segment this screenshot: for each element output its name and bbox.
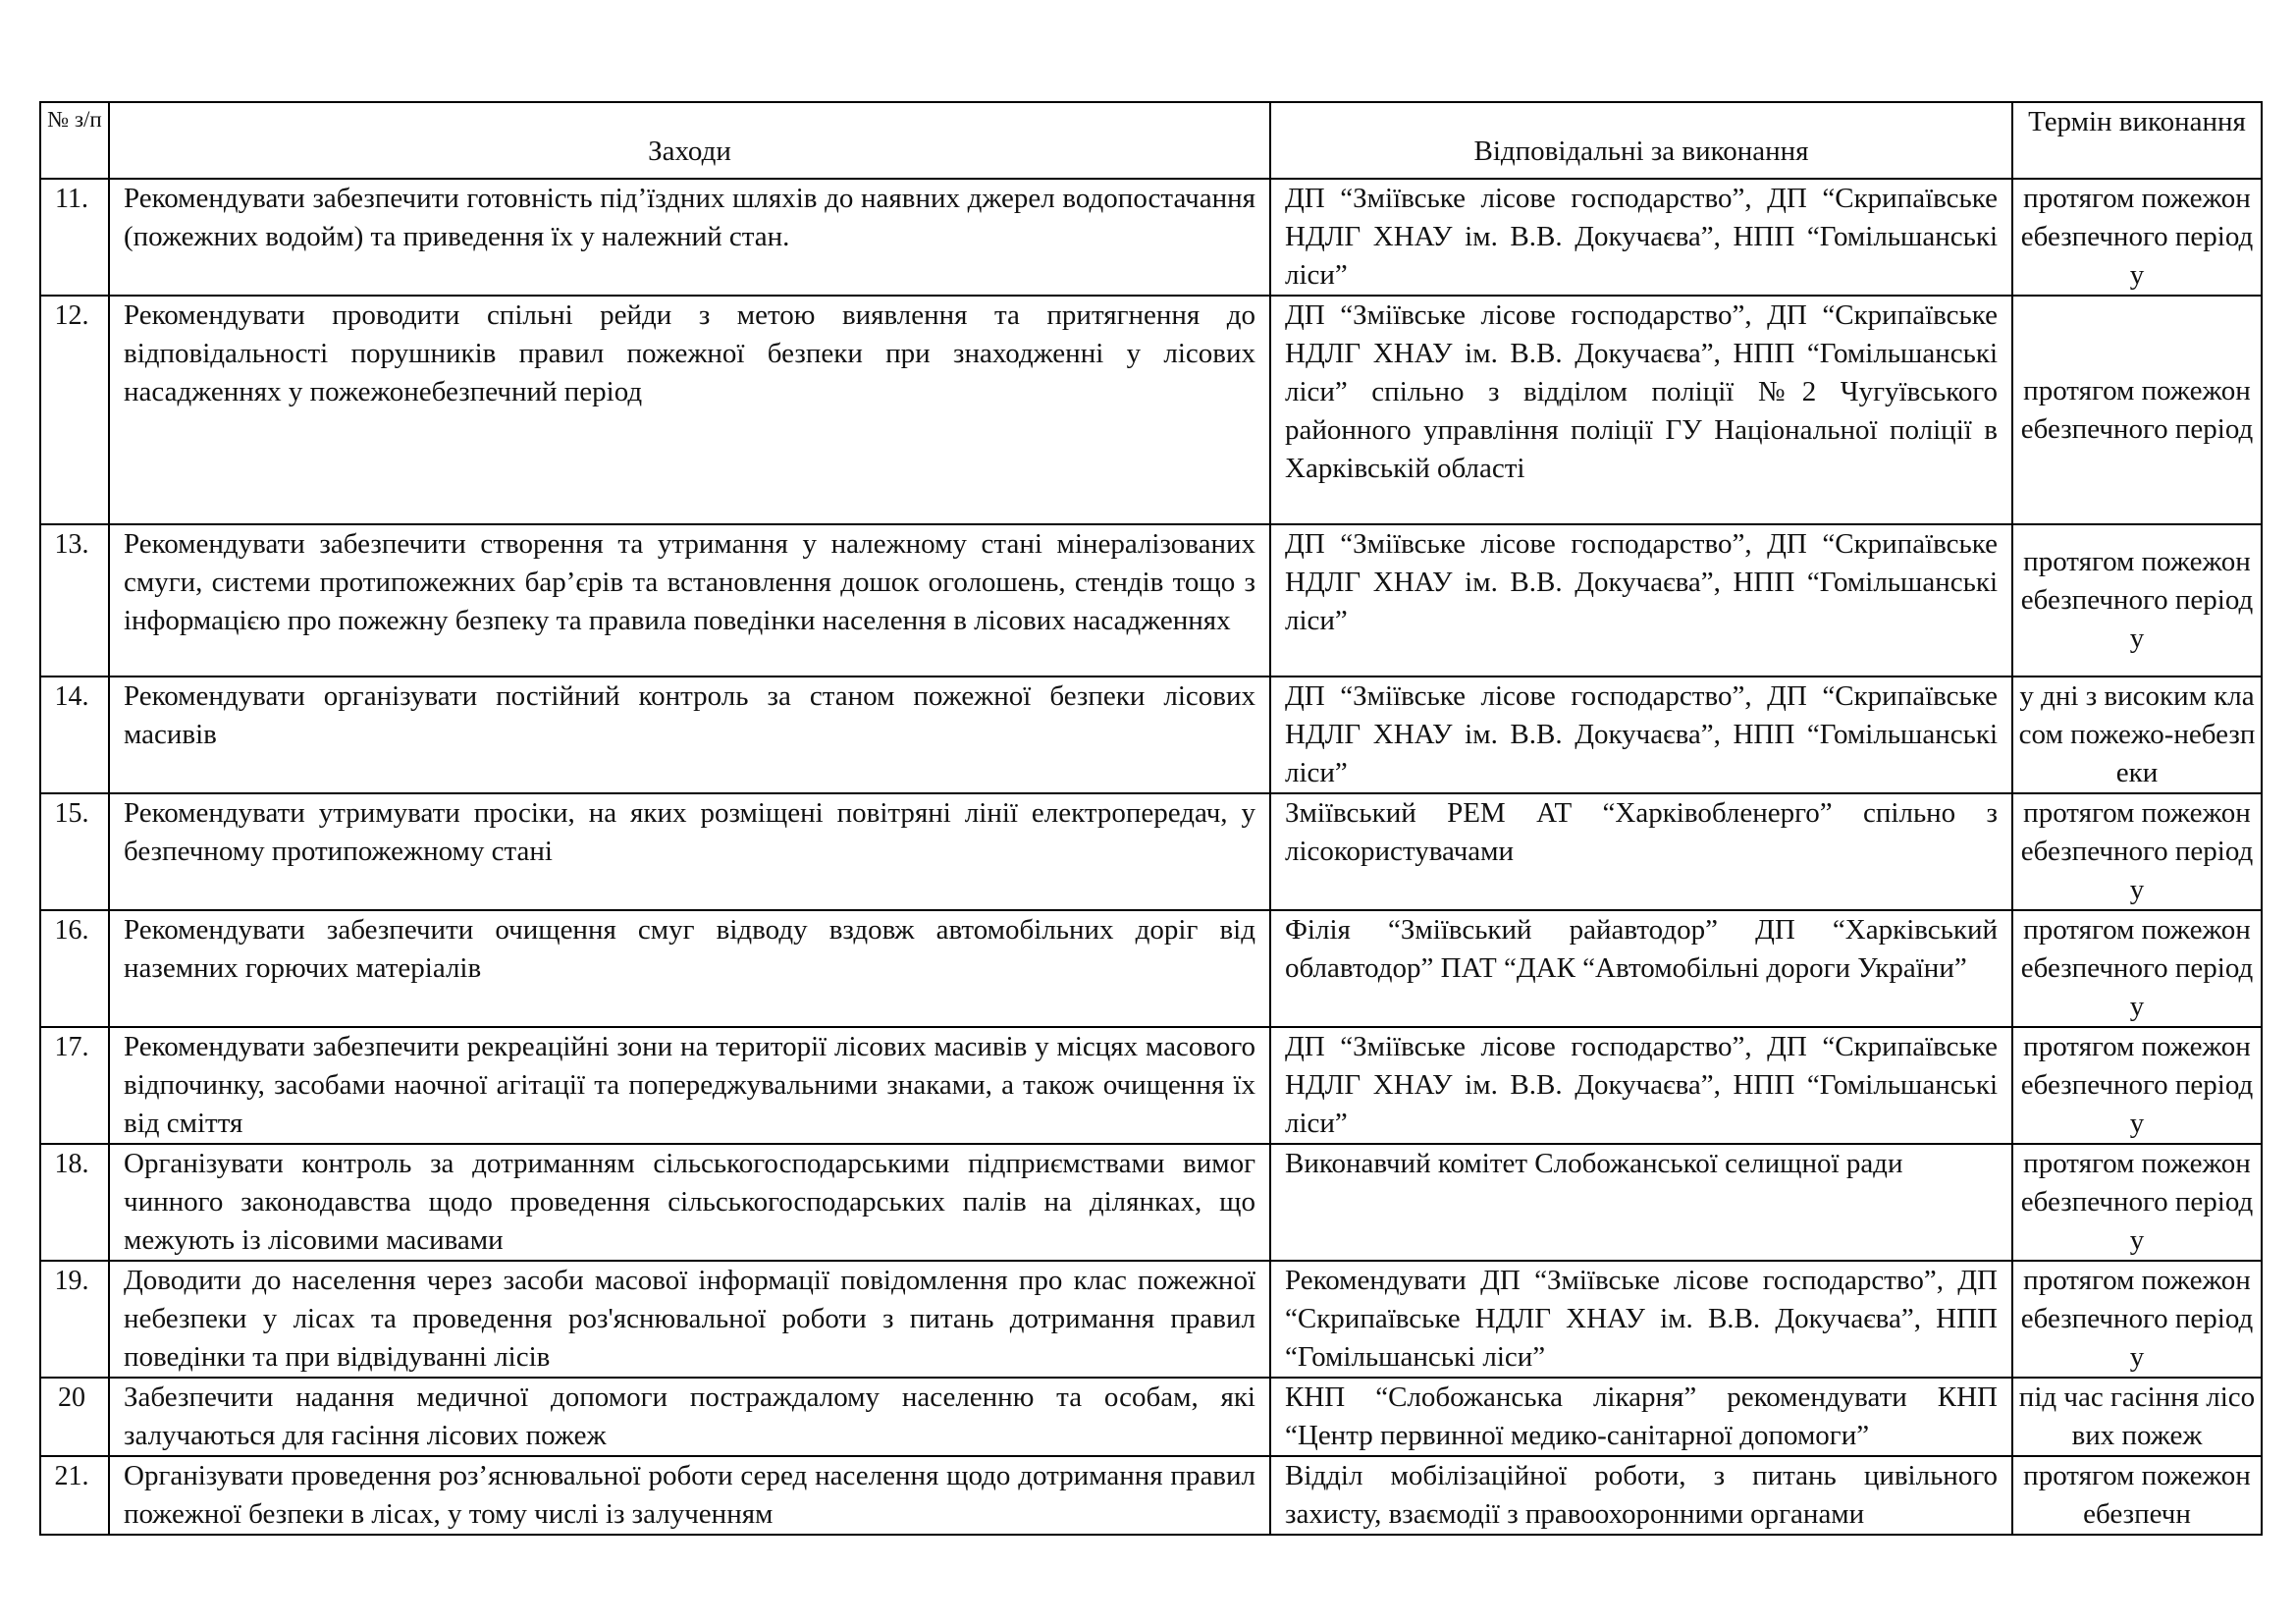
row-deadline: протягом пожежонебезпечного періоду bbox=[2012, 793, 2262, 910]
row-number: 17. bbox=[40, 1027, 109, 1144]
table-row bbox=[40, 793, 2262, 910]
row-number: 15. bbox=[40, 793, 109, 910]
header-number: № з/п bbox=[40, 102, 109, 179]
row-deadline: під час гасіння лісових пожеж bbox=[2012, 1378, 2262, 1456]
row-responsible: ДП “Зміївське лісове господарство”, ДП “Скрипаївське НДЛГ ХНАУ ім. В.В. Докучаєва”, НПП “Гомільшанські ліси” bbox=[1270, 524, 2012, 677]
row-measure: Рекомендувати забезпечити очищення смуг відводу вздовж автомобільних доріг від наземних горючих матеріалів bbox=[109, 910, 1270, 1027]
table-row bbox=[40, 677, 2262, 793]
row-deadline: протягом пожежонебезпечного періоду bbox=[2012, 1027, 2262, 1144]
header-measures: Заходи bbox=[109, 102, 1270, 179]
row-number: 20 bbox=[40, 1378, 109, 1456]
row-responsible: ДП “Зміївське лісове господарство”, ДП “Скрипаївське НДЛГ ХНАУ ім. В.В. Докучаєва”, НПП “Гомільшанські ліси” bbox=[1270, 677, 2012, 793]
table-header-row bbox=[40, 102, 2262, 179]
table-row bbox=[40, 1378, 2262, 1456]
header-deadline: Термін виконання bbox=[2012, 102, 2262, 179]
row-number: 12. bbox=[40, 296, 109, 524]
row-number: 18. bbox=[40, 1144, 109, 1261]
table-row bbox=[40, 179, 2262, 296]
row-responsible: Філія “Зміївський райавтодор” ДП “Харківський облавтодор” ПАТ “ДАК “Автомобільні дороги України” bbox=[1270, 910, 2012, 1027]
row-responsible: КНП “Слобожанська лікарня” рекомендувати КНП “Центр первинної медико-санітарної допомоги” bbox=[1270, 1378, 2012, 1456]
row-number: 13. bbox=[40, 524, 109, 677]
row-measure: Рекомендувати утримувати просіки, на яких розміщені повітряні лінії електропередач, у безпечному протипожежному стані bbox=[109, 793, 1270, 910]
row-number: 16. bbox=[40, 910, 109, 1027]
table-row bbox=[40, 524, 2262, 677]
row-number: 14. bbox=[40, 677, 109, 793]
row-measure: Доводити до населення через засоби масової інформації повідомлення про клас пожежної небезпеки у лісах та проведення роз'яснювальної роботи з питань дотримання правил поведінки та при відвідуванні лісів bbox=[109, 1261, 1270, 1378]
row-deadline: протягом пожежонебезпечного періоду bbox=[2012, 910, 2262, 1027]
table-row bbox=[40, 1027, 2262, 1144]
table-row bbox=[40, 1261, 2262, 1378]
row-deadline: протягом пожежонебезпечного періоду bbox=[2012, 179, 2262, 296]
table-row bbox=[40, 910, 2262, 1027]
table-row bbox=[40, 1144, 2262, 1261]
row-responsible: Виконавчий комітет Слобожанської селищної ради bbox=[1270, 1144, 2012, 1261]
row-number: 11. bbox=[40, 179, 109, 296]
table-row bbox=[40, 296, 2262, 524]
row-measure: Рекомендувати забезпечити готовність під’їздних шляхів до наявних джерел водопостачання (пожежних водойм) та приведення їх у належний стан. bbox=[109, 179, 1270, 296]
row-measure: Рекомендувати забезпечити створення та утримання у належному стані мінералізованих смуги, системи протипожежних бар’єрів та встановлення дошок оголошень, стендів тощо з інформацією про пожежну безпеку та правила поведінки населення в лісових насадженнях bbox=[109, 524, 1270, 677]
row-deadline: протягом пожежонебезпечн bbox=[2012, 1456, 2262, 1535]
row-measure: Рекомендувати забезпечити рекреаційні зони на території лісових масивів у місцях масового відпочинку, засобами наочної агітації та попереджувальними знаками, а також очищення їх від сміття bbox=[109, 1027, 1270, 1144]
row-deadline: протягом пожежонебезпечного період bbox=[2012, 296, 2262, 524]
row-deadline: протягом пожежонебезпечного періоду bbox=[2012, 1144, 2262, 1261]
row-deadline: протягом пожежонебезпечного періоду bbox=[2012, 1261, 2262, 1378]
row-deadline: у дні з високим класом пожежо-небезпеки bbox=[2012, 677, 2262, 793]
row-measure: Рекомендувати організувати постійний контроль за станом пожежної безпеки лісових масивів bbox=[109, 677, 1270, 793]
row-deadline: протягом пожежонебезпечного періоду bbox=[2012, 524, 2262, 677]
row-measure-cell bbox=[109, 1456, 1270, 1535]
header-responsible: Відповідальні за виконання bbox=[1270, 102, 2012, 179]
row-responsible: Рекомендувати ДП “Зміївське лісове господарство”, ДП “Скрипаївське НДЛГ ХНАУ ім. В.В. Докучаєва”, НПП “Гомільшанські ліси” bbox=[1270, 1261, 2012, 1378]
row-measure: Забезпечити надання медичної допомоги постраждалому населенню та особам, які залучаються для гасіння лісових пожеж bbox=[109, 1378, 1270, 1456]
table-row bbox=[40, 1456, 2262, 1535]
row-responsible: Зміївський РЕМ АТ “Харківобленерго” спільно з лісокористувачами bbox=[1270, 793, 2012, 910]
row-responsible: ДП “Зміївське лісове господарство”, ДП “Скрипаївське НДЛГ ХНАУ ім. В.В. Докучаєва”, НПП “Гомільшанські ліси” спільно з відділом поліції №2 Чугуївського районного управління поліції ГУ Національної поліції в Харківській області bbox=[1270, 296, 2012, 524]
row-number: 19. bbox=[40, 1261, 109, 1378]
row-measure: Організувати контроль за дотриманням сільськогосподарськими підприємствами вимог чинного законодавства щодо проведення сільськогосподарських палів на ділянках, що межують із лісовими масивами bbox=[109, 1144, 1270, 1261]
measures-table bbox=[39, 101, 2263, 1536]
row-responsible: Відділ мобілізаційної роботи, з питань цивільного захисту, взаємодії з правоохоронними органами bbox=[1285, 1460, 1998, 1530]
row-responsible-cell bbox=[1270, 1456, 2012, 1535]
row-measure: Організувати проведення роз’яснювальної роботи серед населення щодо дотримання правил пожежної безпеки в лісах, у тому числі із залученням bbox=[124, 1460, 1255, 1530]
row-number: 21. bbox=[40, 1456, 109, 1535]
row-responsible: ДП “Зміївське лісове господарство”, ДП “Скрипаївське НДЛГ ХНАУ ім. В.В. Докучаєва”, НПП “Гомільшанські ліси” bbox=[1270, 179, 2012, 296]
row-measure: Рекомендувати проводити спільні рейди з метою виявлення та притягнення до відповідальності порушників правил пожежної безпеки при знаходженні у лісових насадженнях у пожежонебезпечний період bbox=[109, 296, 1270, 524]
row-responsible: ДП “Зміївське лісове господарство”, ДП “Скрипаївське НДЛГ ХНАУ ім. В.В. Докучаєва”, НПП “Гомільшанські ліси” bbox=[1270, 1027, 2012, 1144]
